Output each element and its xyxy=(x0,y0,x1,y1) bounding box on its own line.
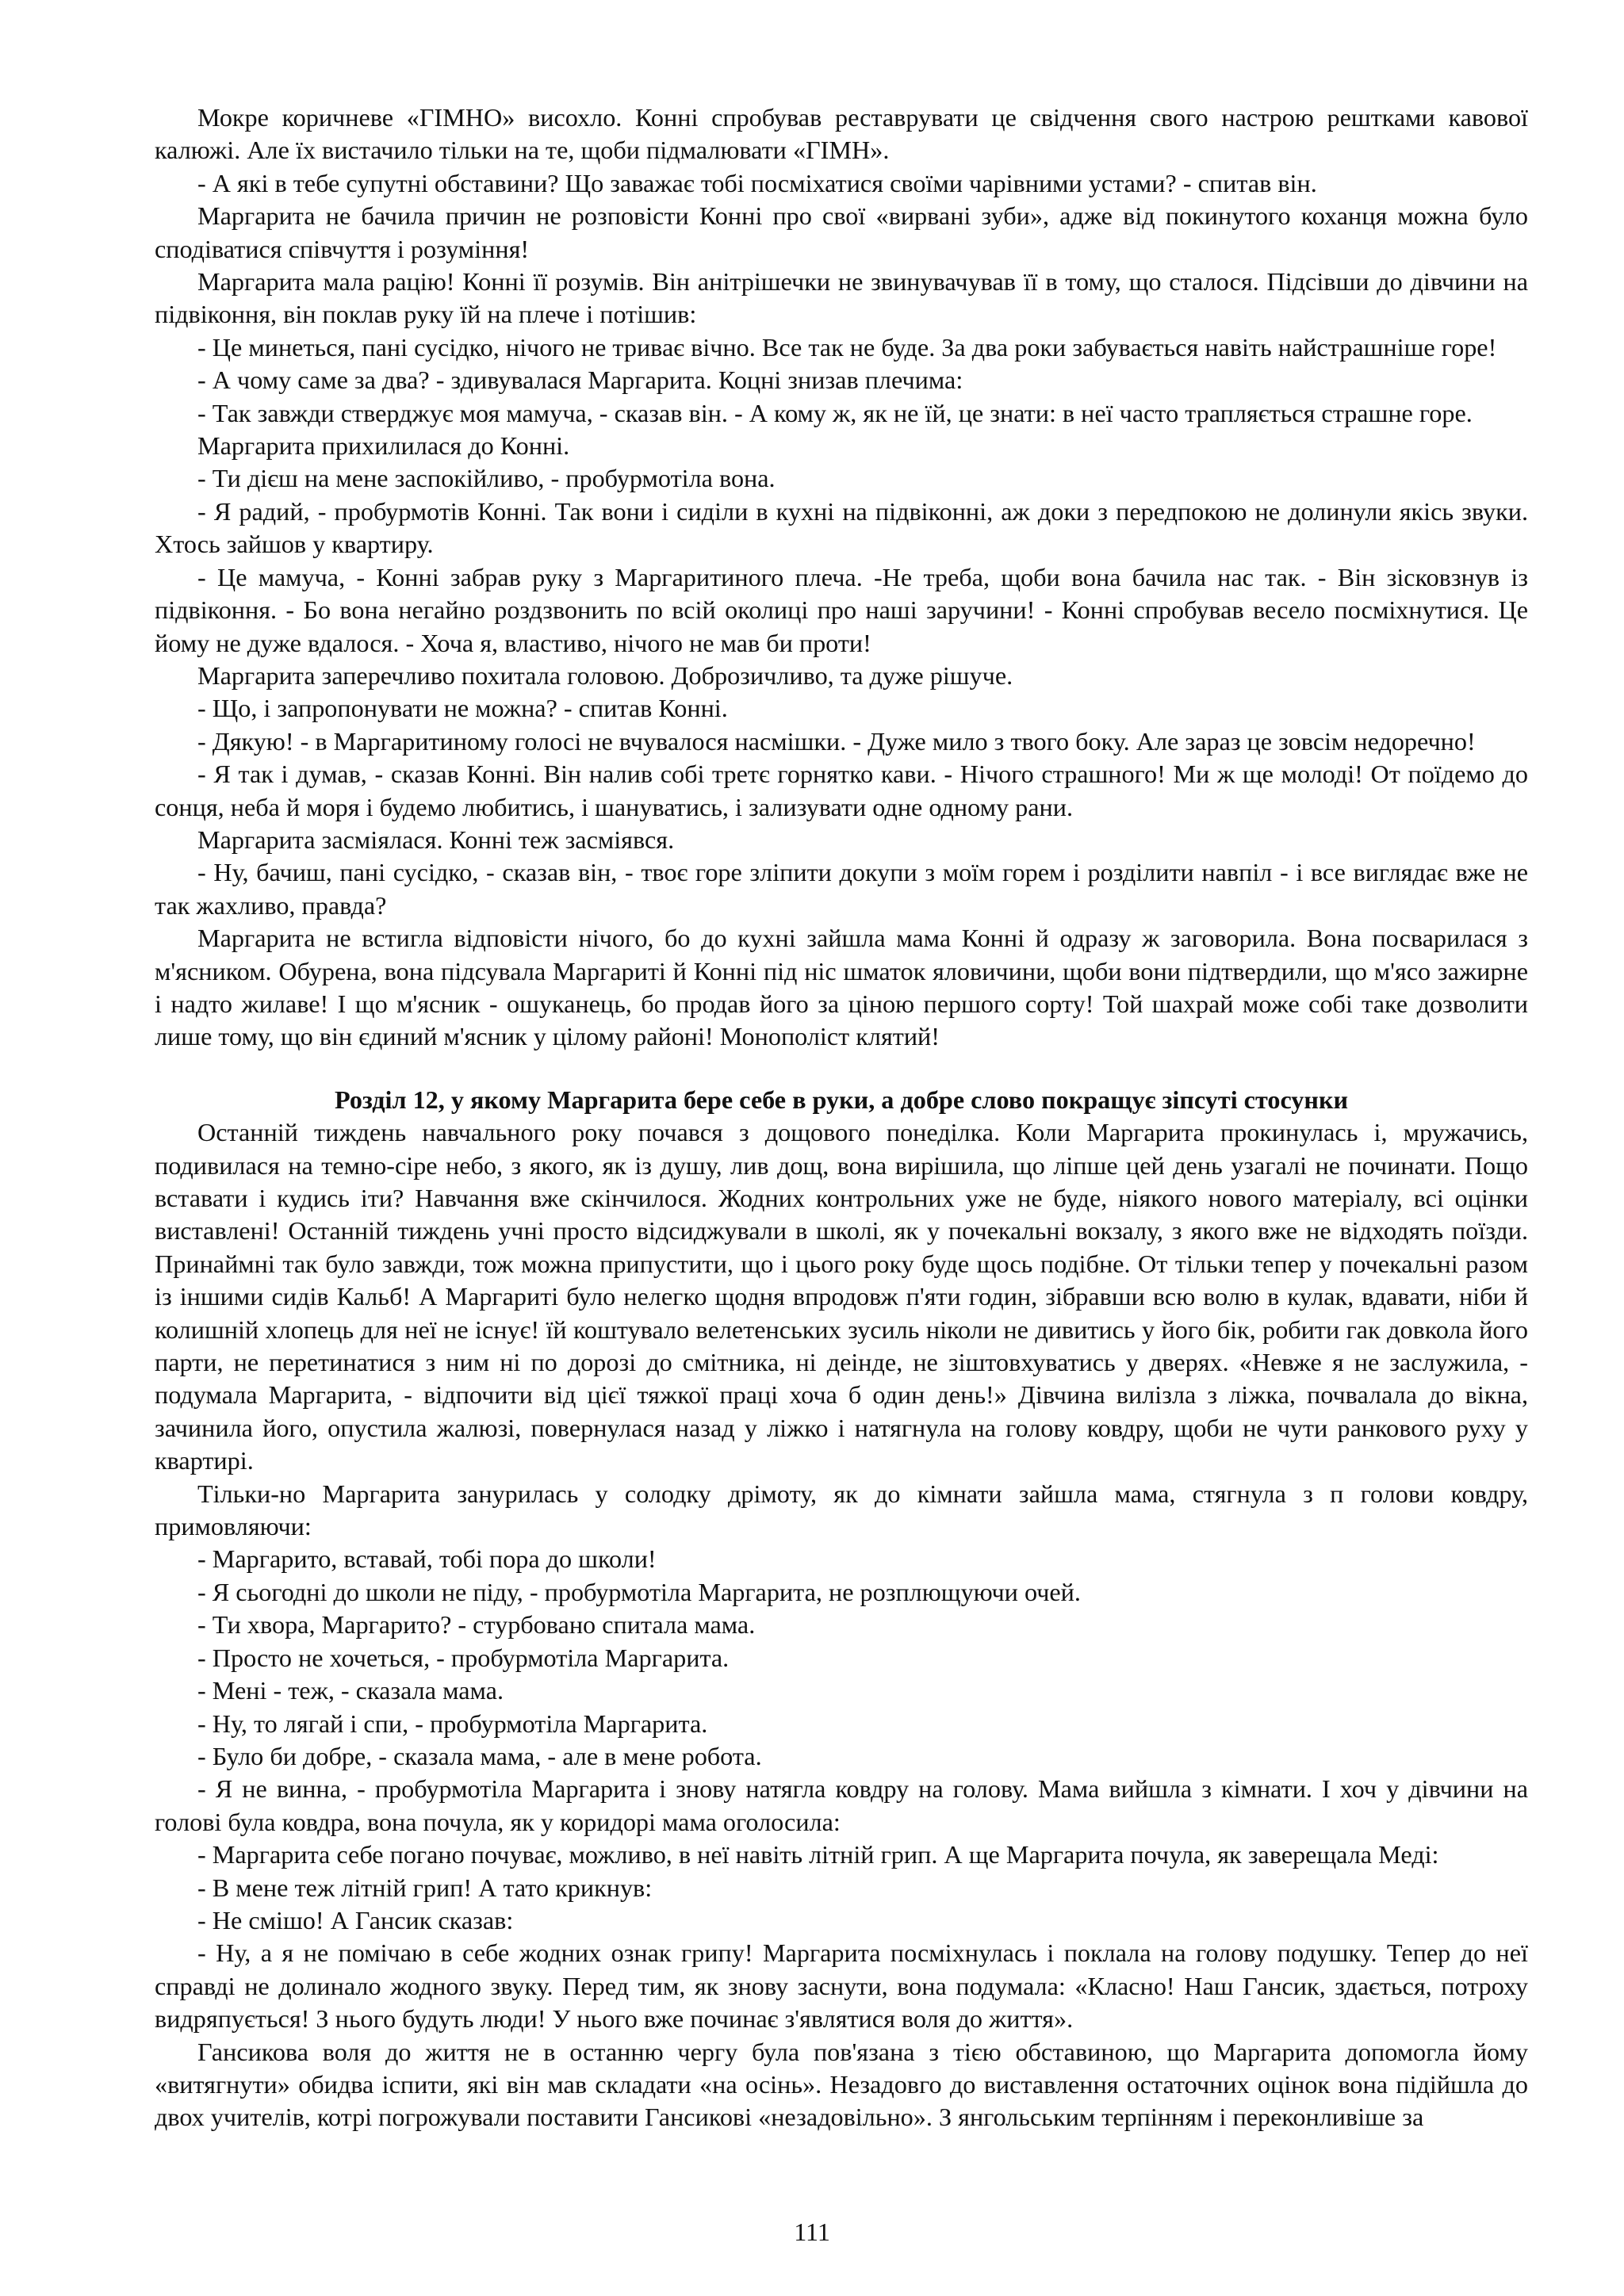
page-number: 111 xyxy=(794,2218,830,2246)
paragraph: Маргарита засміялася. Конні теж засміявся. xyxy=(197,825,675,854)
text-after-chapter xyxy=(155,1116,1528,2134)
paragraph: - В мене теж літній грип! А тато крикнув: xyxy=(197,1873,653,1902)
paragraph: - Я радий, - пробурмотів Конні. Так вони і сиділи в кухні на підвіконні, аж доки з передпокою не долинули якісь звуки. Хтось зайшов у квартиру. xyxy=(155,496,1528,559)
paragraph: - Так завжди стверджує моя мамуча, - сказав він. - А кому ж, як не їй, це знати: в неї часто трапляється страшне горе. xyxy=(197,398,1473,427)
paragraph: - Що, і запропонувати не можна? - спитав Конні. xyxy=(197,694,728,723)
paragraph: Маргарита заперечливо похитала головою. Доброзичливо, та дуже рішуче. xyxy=(197,660,1013,690)
paragraph: Маргарита мала рацію! Конні її розумів. Він анітрішечки не звинувачував її в тому, що сталося. Підсівши до дівчини на підвіконня, він поклав руку їй на плече і потішив: xyxy=(155,267,1528,329)
paragraph: - Це минеться, пані сусідко, нічого не триває вічно. Все так не буде. За два роки забувається навіть найстрашніше горе! xyxy=(197,332,1497,362)
text-before-chapter xyxy=(155,101,1528,1054)
paragraph: - Я сьогодні до школи не піду, - пробурмотіла Маргарита, не розплющуючи очей. xyxy=(197,1577,1081,1606)
book-page xyxy=(155,101,1528,2134)
paragraph: - Дякую! - в Маргаритиному голосі не вчувалося насмішки. - Дуже мило з твого боку. Але зараз це зовсім недоречно! xyxy=(197,726,1476,756)
paragraph: Маргарита прихилилася до Конні. xyxy=(197,431,570,461)
paragraph: Мокре коричневе «ГІМНО» висохло. Конні спробував реставрувати це свідчення свого настрою рештками кавової калюжі. Але їх вистачило тільки на те, щоби підмалювати «ГІМН». xyxy=(155,103,1528,165)
paragraph: - А чому саме за два? - здивувалася Маргарита. Коцні знизав плечима: xyxy=(197,365,963,395)
paragraph: - Не смішо! А Гансик сказав: xyxy=(197,1905,514,1934)
paragraph: Останній тиждень навчального року почався з дощового понеділка. Коли Маргарита прокинулась і, мружачись, подивилася на темно-сіре небо, з якого, як із душу, лив дощ, вона вирішила, що ліпше цей день узагалі не починати. Пощо вставати і кудись іти? Навчання вже скінчилося. Жодних контрольних уже не буде, ніякого нового матеріалу, всі оцінки виставлені! Останній тиждень учні просто відсиджували в школі, як у почекальні вокзалу, з якого вже не відходять поїзди. Принаймні так було завжди, тож можна припустити, що і цього року буде щось подібне. От тільки тепер у почекальні разом із іншими сидів Кальб! А Маргариті було нелегко щодня впродовж п'яти годин, зібравши всю волю в кулак, вдавати, ніби й колишній хлопець для неї не існує! їй коштувало велетенських зусиль ніколи не дивитись у його бік, робити гак довкола його парти, не перетинатися з ним ні по дорозі до смітника, ні деінде, не зіштовхуватись у дверях. «Невже я не заслужила, - подумала Маргарита, - відпочити від цієї тяжкої праці хоча б один день!» Дівчина вилізла з ліжка, почвалала до вікна, зачинила його, опустила жалюзі, повернулася назад у ліжко і натягнула на голову ковдру, щоби не чути ранкового руху у квартирі. xyxy=(155,1118,1528,1475)
paragraph: Тільки-но Маргарита занурилась у солодку дрімоту, як до кімнати зайшла мама, стягнула з п голови ковдру, примовляючи: xyxy=(155,1479,1528,1541)
paragraph: - Просто не хочеться, - пробурмотіла Маргарита. xyxy=(197,1643,730,1672)
paragraph: Маргарита не бачила причин не розповісти Конні про свої «вирвані зуби», адже від покинутого коханця можна було сподіватися співчуття і розуміння! xyxy=(155,201,1528,263)
paragraph: - Мені - теж, - сказала мама. xyxy=(197,1676,504,1705)
paragraph: - Ну, бачиш, пані сусідко, - сказав він, - твоє горе зліпити докупи з моїм горем і розділити навпіл - і все виглядає вже не так жахливо, правда? xyxy=(155,858,1528,920)
paragraph: - Ну, то лягай і спи, - пробурмотіла Маргарита. xyxy=(197,1709,708,1738)
paragraph: - Маргарито, вставай, тобі пора до школи! xyxy=(197,1544,657,1574)
paragraph: - Було би добре, - сказала мама, - але в мене робота. xyxy=(197,1741,762,1770)
chapter-heading: Розділ 12, у якому Маргарита бере себе в руки, а добре слово покращує зіпсуті стосунки xyxy=(334,1085,1349,1114)
paragraph: - Ну, а я не помічаю в себе жодних ознак грипу! Маргарита посміхнулась і поклала на голову подушку. Тепер до неї справді не долинало жодного звуку. Перед тим, як знову заснути, вона подумала: «Класно! Наш Гансик, здається, потроху видряпується! З нього будуть люди! У нього вже починає з'являтися воля до життя». xyxy=(155,1938,1528,2034)
paragraph: Маргарита не встигла відповісти нічого, бо до кухні зайшла мама Конні й одразу ж заговорила. Вона посварилася з м'ясником. Обурена, вона підсувала Маргариті й Конні під ніс шматок яловичини, щоби вони підтвердили, що м'ясо зажирне і надто жилаве! І що м'ясник - ошуканець, бо продав його за ціною першого сорту! Той шахрай може собі таке дозволити лише тому, що він єдиний м'ясник у цілому районі! Монополіст клятий! xyxy=(155,924,1528,1051)
paragraph: - Маргарита себе погано почуває, можливо, в неї навіть літній грип. А ще Маргарита почула, як заверещала Меді: xyxy=(197,1840,1439,1869)
paragraph: - Я не винна, - пробурмотіла Маргарита і знову натягла ковдру на голову. Мама вийшла з кімнати. І хоч у дівчини на голові була ковдра, вона почула, як у коридорі мама оголосила: xyxy=(155,1774,1528,1836)
paragraph: - Ти хвора, Маргарито? - стурбовано спитала мама. xyxy=(197,1610,756,1640)
paragraph: - Ти дієш на мене заспокійливо, - пробурмотіла вона. xyxy=(197,464,776,493)
paragraph: - А які в тебе супутні обставини? Що заважає тобі посміхатися своїми чарівними устами? - спитав він. xyxy=(197,168,1317,197)
paragraph: - Я так і думав, - сказав Конні. Він налив собі третє горнятко кави. - Нічого страшного! Ми ж ще молоді! От поїдемо до сонця, неба й моря і будемо любитись, і шануватись, і зализувати одне одному рани. xyxy=(155,760,1528,821)
paragraph: - Це мамуча, - Конні забрав руку з Маргаритиного плеча. -Не треба, щоби вона бачила нас так. - Він зісковзнув із підвіконня. - Бо вона негайно роздзвонить по всій околиці про наші заручини! - Конні спробував весело посміхнутися. Це йому не дуже вдалося. - Хоча я, властиво, нічого не мав би проти! xyxy=(155,562,1528,657)
paragraph: Гансикова воля до життя не в останню чергу була пов'язана з тією обставиною, що Маргарита допомогла йому «витягнути» обидва іспити, які він мав складати «на осінь». Незадовго до виставлення остаточних оцінок вона підійшла до двох учителів, котрі погрожували поставити Гансикові «незадовільно». З янгольським терпінням і переконливіше за xyxy=(155,2037,1528,2132)
